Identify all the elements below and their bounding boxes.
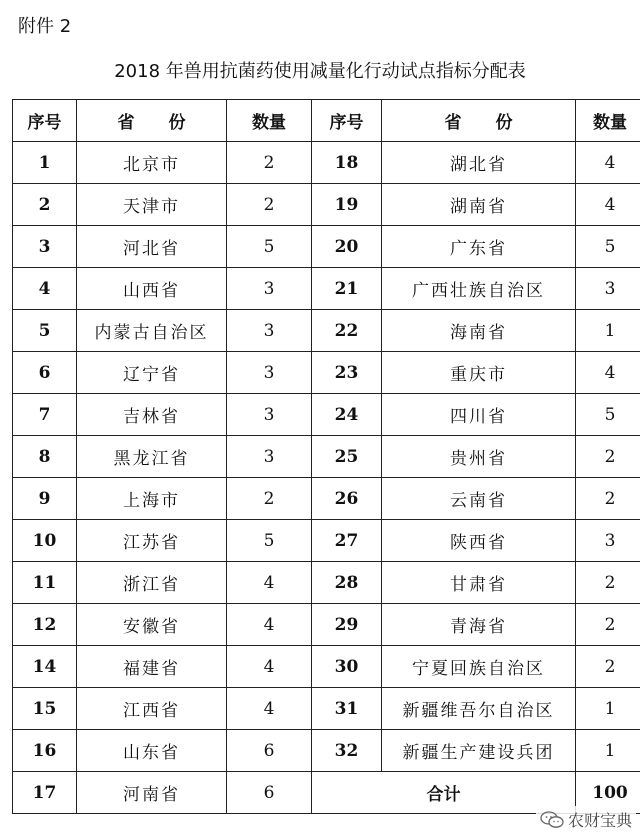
header-no-right: 序号: [312, 100, 382, 142]
total-value: 100: [576, 772, 640, 814]
row-count-left: 4: [227, 646, 312, 688]
row-province-left: 河南省: [77, 772, 227, 814]
watermark-text: 农财宝典: [567, 811, 632, 830]
row-no-left: 11: [13, 562, 77, 604]
table-row: [13, 436, 640, 478]
row-province-left: 天津市: [77, 184, 227, 226]
row-no-left: 12: [13, 604, 77, 646]
row-province-left: 上海市: [77, 478, 227, 520]
row-no-left: 16: [13, 730, 77, 772]
row-count-right: 4: [576, 142, 640, 184]
row-province-right: 陕西省: [382, 520, 576, 562]
row-province-left: 山西省: [77, 268, 227, 310]
row-no-left: 5: [13, 310, 77, 352]
row-province-right: 四川省: [382, 394, 576, 436]
row-province-right: 广西壮族自治区: [382, 268, 576, 310]
row-no-left: 14: [13, 646, 77, 688]
header-no-left: 序号: [13, 100, 77, 142]
row-no-left: 7: [13, 394, 77, 436]
row-province-left: 吉林省: [77, 394, 227, 436]
row-no-right: 18: [312, 142, 382, 184]
row-count-left: 3: [227, 352, 312, 394]
row-count-left: 2: [227, 184, 312, 226]
row-count-right: 5: [576, 226, 640, 268]
table-row: [13, 562, 640, 604]
row-no-right: 20: [312, 226, 382, 268]
table-row: [13, 604, 640, 646]
row-count-right: 2: [576, 604, 640, 646]
header-province-right: 省 份: [382, 100, 576, 142]
row-province-left: 黑龙江省: [77, 436, 227, 478]
row-province-right: 青海省: [382, 604, 576, 646]
row-count-left: 6: [227, 730, 312, 772]
row-province-left: 河北省: [77, 226, 227, 268]
header-province-left: 省 份: [77, 100, 227, 142]
row-province-left: 内蒙古自治区: [77, 310, 227, 352]
table-row: [13, 142, 640, 184]
row-province-right: 湖南省: [382, 184, 576, 226]
row-no-right: 23: [312, 352, 382, 394]
row-count-left: 5: [227, 520, 312, 562]
row-count-left: 2: [227, 142, 312, 184]
row-count-left: 3: [227, 394, 312, 436]
row-no-right: 25: [312, 436, 382, 478]
row-province-left: 福建省: [77, 646, 227, 688]
row-count-right: 5: [576, 394, 640, 436]
header-count-left: 数量: [227, 100, 312, 142]
row-count-left: 2: [227, 478, 312, 520]
row-no-right: 27: [312, 520, 382, 562]
row-no-right: 29: [312, 604, 382, 646]
row-count-right: 4: [576, 352, 640, 394]
row-count-left: 6: [227, 772, 312, 814]
row-province-right: 重庆市: [382, 352, 576, 394]
row-no-left: 15: [13, 688, 77, 730]
row-count-right: 3: [576, 268, 640, 310]
row-count-left: 3: [227, 436, 312, 478]
row-province-right: 海南省: [382, 310, 576, 352]
page-title: 2018 年兽用抗菌药使用减量化行动试点指标分配表: [114, 61, 526, 82]
row-province-left: 山东省: [77, 730, 227, 772]
table-row: [13, 688, 640, 730]
row-no-right: 32: [312, 730, 382, 772]
row-count-right: 4: [576, 184, 640, 226]
table-row: [13, 646, 640, 688]
row-no-left: 8: [13, 436, 77, 478]
row-no-right: 19: [312, 184, 382, 226]
row-province-right: 新疆维吾尔自治区: [382, 688, 576, 730]
table-row: [13, 352, 640, 394]
row-no-right: 22: [312, 310, 382, 352]
row-count-left: 4: [227, 562, 312, 604]
row-no-right: 31: [312, 688, 382, 730]
row-no-left: 10: [13, 520, 77, 562]
total-label: 合计: [312, 772, 576, 814]
row-province-left: 北京市: [77, 142, 227, 184]
row-no-left: 4: [13, 268, 77, 310]
row-province-left: 辽宁省: [77, 352, 227, 394]
row-province-left: 安徽省: [77, 604, 227, 646]
row-no-left: 17: [13, 772, 77, 814]
table-row: [13, 730, 640, 772]
row-count-right: 2: [576, 562, 640, 604]
attachment-label: 附件 2: [18, 16, 72, 37]
row-no-left: 3: [13, 226, 77, 268]
allocation-table: [12, 99, 640, 814]
wechat-icon: [540, 811, 564, 829]
row-count-right: 1: [576, 310, 640, 352]
row-no-left: 9: [13, 478, 77, 520]
row-count-left: 3: [227, 310, 312, 352]
row-province-left: 浙江省: [77, 562, 227, 604]
row-province-right: 宁夏回族自治区: [382, 646, 576, 688]
row-count-right: 1: [576, 688, 640, 730]
row-no-right: 30: [312, 646, 382, 688]
row-count-right: 3: [576, 520, 640, 562]
row-province-right: 贵州省: [382, 436, 576, 478]
row-count-right: 1: [576, 730, 640, 772]
table-row: [13, 520, 640, 562]
row-count-left: 5: [227, 226, 312, 268]
row-no-left: 2: [13, 184, 77, 226]
row-province-right: 湖北省: [382, 142, 576, 184]
row-province-right: 广东省: [382, 226, 576, 268]
row-count-right: 2: [576, 436, 640, 478]
table-row: [13, 268, 640, 310]
table-row: [13, 226, 640, 268]
table-row: [13, 394, 640, 436]
row-no-left: 6: [13, 352, 77, 394]
row-province-right: 新疆生产建设兵团: [382, 730, 576, 772]
row-no-right: 26: [312, 478, 382, 520]
table-row: [13, 184, 640, 226]
row-count-left: 4: [227, 688, 312, 730]
row-no-right: 28: [312, 562, 382, 604]
row-no-right: 21: [312, 268, 382, 310]
row-province-right: 甘肃省: [382, 562, 576, 604]
row-no-left: 1: [13, 142, 77, 184]
row-no-right: 24: [312, 394, 382, 436]
row-count-right: 2: [576, 646, 640, 688]
table-header-row: [13, 100, 640, 142]
table-body: [13, 142, 640, 814]
row-count-left: 4: [227, 604, 312, 646]
row-count-right: 2: [576, 478, 640, 520]
table-row: [13, 478, 640, 520]
header-count-right: 数量: [576, 100, 640, 142]
row-count-left: 3: [227, 268, 312, 310]
row-province-left: 江西省: [77, 688, 227, 730]
table-row: [13, 310, 640, 352]
row-province-right: 云南省: [382, 478, 576, 520]
row-province-left: 江苏省: [77, 520, 227, 562]
watermark: [536, 806, 636, 833]
